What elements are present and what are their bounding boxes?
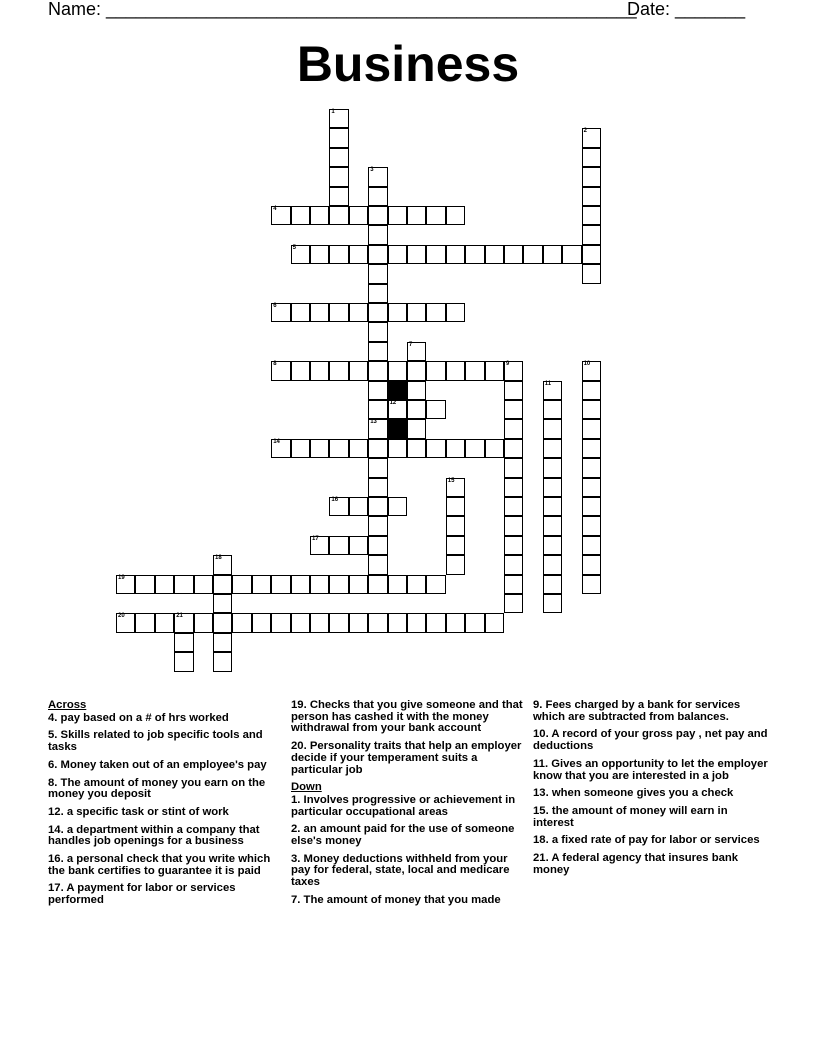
grid-cell[interactable]: [116, 613, 135, 632]
grid-cell[interactable]: [349, 206, 368, 225]
grid-cell[interactable]: [291, 206, 310, 225]
page-title: Business: [296, 36, 520, 92]
grid-cell[interactable]: [407, 439, 426, 458]
grid-cell[interactable]: [329, 206, 348, 225]
clue-across-17: 17. A payment for labor or services performed: [48, 882, 236, 907]
grid-cell[interactable]: [446, 613, 465, 632]
grid-cell[interactable]: [407, 381, 426, 400]
grid-cell[interactable]: [582, 381, 601, 400]
grid-cell[interactable]: [388, 303, 407, 322]
grid-cell[interactable]: [329, 439, 348, 458]
grid-cell[interactable]: [368, 284, 387, 303]
grid-cell[interactable]: [135, 575, 154, 594]
grid-cell[interactable]: [329, 245, 348, 264]
grid-cell[interactable]: [329, 613, 348, 632]
clue-number: 7: [409, 341, 413, 348]
grid-cell[interactable]: [446, 516, 465, 535]
grid-cell[interactable]: [465, 613, 484, 632]
grid-cell[interactable]: [213, 594, 232, 613]
grid-cell[interactable]: [291, 361, 310, 380]
grid-cell[interactable]: [582, 575, 601, 594]
grid-cell[interactable]: [310, 245, 329, 264]
grid-cell[interactable]: [407, 206, 426, 225]
clue-down-15: 15. the amount of money will earn in interest: [533, 804, 728, 829]
grid-cell[interactable]: [543, 536, 562, 555]
grid-cell[interactable]: [271, 361, 290, 380]
clue-across-5: 5. Skills related to job specific tools and tasks: [48, 729, 263, 754]
clue-number: 17: [312, 535, 319, 542]
clue-across-20: 20. Personality traits that help an employer decide if your temperament suits a particular job: [291, 740, 522, 776]
down-heading: Down: [291, 781, 322, 794]
grid-cell[interactable]: [349, 575, 368, 594]
grid-cell[interactable]: [329, 361, 348, 380]
across-heading: Across: [48, 699, 87, 711]
clue-number: 14: [273, 438, 280, 445]
grid-cell[interactable]: [446, 361, 465, 380]
clue-number: 12: [389, 400, 397, 406]
grid-cell[interactable]: [407, 419, 426, 438]
grid-cell[interactable]: [543, 478, 562, 497]
grid-cell[interactable]: [426, 361, 445, 380]
grid-cell[interactable]: [407, 613, 426, 632]
grid-cell[interactable]: [291, 613, 310, 632]
grid-cell[interactable]: [446, 245, 465, 264]
grid-cell[interactable]: [310, 536, 329, 555]
grid-cell[interactable]: [582, 206, 601, 225]
grid-cell[interactable]: [582, 148, 601, 167]
grid-cell[interactable]: [504, 381, 523, 400]
grid-cell[interactable]: [426, 613, 445, 632]
grid-cell[interactable]: [329, 128, 348, 147]
grid-cell[interactable]: [504, 516, 523, 535]
grid-cell[interactable]: [543, 575, 562, 594]
clue-across-8: 8. The amount of money you earn on the money you deposit: [48, 776, 266, 801]
grid-cell[interactable]: [271, 439, 290, 458]
grid-cell[interactable]: [426, 439, 445, 458]
grid-cell[interactable]: [329, 536, 348, 555]
grid-cell[interactable]: [194, 575, 213, 594]
grid-cell[interactable]: [582, 167, 601, 186]
grid-cell[interactable]: [485, 361, 504, 380]
grid-cell[interactable]: [271, 303, 290, 322]
grid-cell[interactable]: [174, 613, 193, 632]
grid-cell[interactable]: [368, 458, 387, 477]
clue-down-13: 13. when someone gives you a check: [533, 787, 734, 800]
grid-cell[interactable]: [504, 419, 523, 438]
grid-cell[interactable]: [504, 245, 523, 264]
grid-cell[interactable]: [426, 206, 445, 225]
grid-cell[interactable]: [388, 439, 407, 458]
clue-number: 2: [583, 128, 587, 135]
grid-cell[interactable]: [368, 419, 387, 438]
clue-down-11: 11. Gives an opportunity to let the employer know that you are interested in a job: [533, 757, 768, 782]
clue-number: 18: [215, 555, 222, 562]
clue-down-7: 7. The amount of money that you made: [291, 893, 501, 906]
date-field[interactable]: Date: _______: [627, 0, 746, 19]
clue-down-10: 10. A record of your gross pay , net pay and deductions: [533, 728, 768, 753]
grid-cell[interactable]: [485, 439, 504, 458]
grid-cell[interactable]: [368, 400, 387, 419]
grid-cell[interactable]: [543, 516, 562, 535]
grid-cell[interactable]: [485, 245, 504, 264]
grid-cell[interactable]: [368, 555, 387, 574]
grid-cell[interactable]: [329, 167, 348, 186]
grid-cell[interactable]: [523, 245, 542, 264]
grid-cell[interactable]: [504, 400, 523, 419]
clue-number: 15: [447, 477, 455, 484]
grid-cell[interactable]: [582, 245, 601, 264]
grid-cell[interactable]: [582, 419, 601, 438]
grid-cell[interactable]: [446, 536, 465, 555]
clues-column-3: [533, 700, 769, 882]
grid-cell[interactable]: [504, 439, 523, 458]
grid-cell[interactable]: [504, 361, 523, 380]
grid-cell[interactable]: [543, 439, 562, 458]
grid-cell[interactable]: [310, 303, 329, 322]
clue-down-18: 18. a fixed rate of pay for labor or services: [533, 834, 760, 847]
grid-cell[interactable]: [582, 128, 601, 147]
grid-cell[interactable]: [329, 187, 348, 206]
grid-cell[interactable]: [465, 245, 484, 264]
grid-cell[interactable]: [349, 613, 368, 632]
grid-cell[interactable]: [407, 245, 426, 264]
grid-cell[interactable]: [504, 536, 523, 555]
grid-cell[interactable]: [368, 264, 387, 283]
grid-cell[interactable]: [426, 575, 445, 594]
grid-cell[interactable]: [368, 167, 387, 186]
grid-cell[interactable]: [446, 478, 465, 497]
grid-cell[interactable]: [504, 458, 523, 477]
grid-cell[interactable]: [368, 303, 387, 322]
grid-cell[interactable]: [368, 381, 387, 400]
grid-cell[interactable]: [232, 613, 251, 632]
clue-number: 20: [118, 613, 125, 620]
clue-number: 16: [331, 497, 339, 503]
grid-cell[interactable]: [504, 478, 523, 497]
grid-cell[interactable]: [582, 458, 601, 477]
grid-cell[interactable]: [485, 613, 504, 632]
grid-cell[interactable]: [407, 361, 426, 380]
grid-cell[interactable]: [543, 381, 562, 400]
grid-cell[interactable]: [543, 458, 562, 477]
grid-cell[interactable]: [582, 497, 601, 516]
grid-cell[interactable]: [291, 439, 310, 458]
clue-number: 1: [331, 109, 335, 115]
grid-cell[interactable]: [310, 613, 329, 632]
grid-cell[interactable]: [368, 497, 387, 516]
grid-cell[interactable]: [329, 303, 348, 322]
grid-cell[interactable]: [349, 497, 368, 516]
grid-cell[interactable]: [271, 206, 290, 225]
grid-cell[interactable]: [407, 342, 426, 361]
grid-cell[interactable]: [388, 497, 407, 516]
grid-cell[interactable]: [504, 594, 523, 613]
grid-cell[interactable]: [582, 225, 601, 244]
grid-cell[interactable]: [446, 206, 465, 225]
grid-cell[interactable]: [213, 575, 232, 594]
clue-across-6: 6. Money taken out of an employee's pay: [48, 758, 267, 771]
grid-cell[interactable]: [368, 613, 387, 632]
clue-across-12: 12. a specific task or stint of work: [48, 805, 229, 818]
grid-cell[interactable]: [310, 361, 329, 380]
grid-cell[interactable]: [252, 575, 271, 594]
clue-number: 10: [583, 361, 591, 368]
grid-cell[interactable]: [349, 245, 368, 264]
grid-cell[interactable]: [426, 303, 445, 322]
grid-cell[interactable]: [446, 439, 465, 458]
grid-cell[interactable]: [291, 245, 310, 264]
grid-cell[interactable]: [155, 613, 174, 632]
grid-cell[interactable]: [388, 245, 407, 264]
grid-cell[interactable]: [213, 555, 232, 574]
grid-cell[interactable]: [368, 245, 387, 264]
grid-cell[interactable]: [543, 555, 562, 574]
grid-cell[interactable]: [582, 361, 601, 380]
grid-cell[interactable]: [465, 439, 484, 458]
grid-cell[interactable]: [368, 516, 387, 535]
grid-cell[interactable]: [349, 303, 368, 322]
grid-cell[interactable]: [310, 206, 329, 225]
clue-number: 13: [370, 419, 377, 426]
grid-cell[interactable]: [135, 613, 154, 632]
grid-cell[interactable]: [174, 652, 193, 671]
grid-cell[interactable]: [543, 400, 562, 419]
grid-cell[interactable]: [465, 361, 484, 380]
grid-cell[interactable]: [582, 478, 601, 497]
grid-cell[interactable]: [388, 361, 407, 380]
grid-cell[interactable]: [582, 516, 601, 535]
grid-cell[interactable]: [388, 400, 407, 419]
grid-cell[interactable]: [582, 536, 601, 555]
grid-cell[interactable]: [543, 245, 562, 264]
clue-number: 3: [370, 167, 374, 174]
grid-cell[interactable]: [368, 439, 387, 458]
grid-cell[interactable]: [582, 400, 601, 419]
grid-cell[interactable]: [349, 536, 368, 555]
grid-cell[interactable]: [368, 575, 387, 594]
grid-cell[interactable]: [252, 613, 271, 632]
grid-cell[interactable]: [213, 633, 232, 652]
grid-cell[interactable]: [232, 575, 251, 594]
clue-number: 21: [176, 613, 183, 620]
grid-cell[interactable]: [174, 575, 193, 594]
grid-cell[interactable]: [582, 555, 601, 574]
black-cell: [388, 419, 407, 438]
clue-down-2: 2. an amount paid for the use of someone else's money: [291, 823, 515, 848]
grid-cell[interactable]: [446, 555, 465, 574]
grid-cell[interactable]: [329, 575, 348, 594]
clue-across-14: 14. a department within a company that handles job openings for a business: [48, 823, 260, 848]
grid-cell[interactable]: [388, 575, 407, 594]
clue-down-21: 21. A federal agency that insures bank money: [533, 852, 739, 876]
grid-cell[interactable]: [388, 613, 407, 632]
grid-cell[interactable]: [446, 497, 465, 516]
clue-down-1: 1. Involves progressive or achievement in particular occupational areas: [291, 793, 516, 818]
grid-cell[interactable]: [194, 613, 213, 632]
clue-number: 5: [292, 244, 296, 251]
grid-cell[interactable]: [213, 652, 232, 671]
clue-down-3: 3. Money deductions withheld from your pay for federal, state, local and medicare taxes: [291, 852, 510, 889]
grid-cell[interactable]: [349, 361, 368, 380]
grid-cell[interactable]: [368, 342, 387, 361]
clue-number: 11: [544, 380, 552, 387]
grid-cell[interactable]: [543, 419, 562, 438]
grid-cell[interactable]: [388, 206, 407, 225]
grid-cell[interactable]: [155, 575, 174, 594]
clue-number: 9: [506, 361, 510, 368]
grid-cell[interactable]: [368, 206, 387, 225]
grid-cell[interactable]: [116, 575, 135, 594]
grid-cell[interactable]: [407, 575, 426, 594]
grid-cell[interactable]: [310, 439, 329, 458]
clue-number: 19: [118, 574, 125, 581]
name-field[interactable]: Name: _____________________________________________________: [48, 0, 637, 19]
grid-cell[interactable]: [543, 497, 562, 516]
grid-cell[interactable]: [368, 225, 387, 244]
grid-cell[interactable]: [291, 575, 310, 594]
grid-cell[interactable]: [368, 322, 387, 341]
clue-across-4: 4. pay based on a # of hrs worked: [48, 711, 229, 724]
grid-cell[interactable]: [368, 361, 387, 380]
grid-cell[interactable]: [368, 478, 387, 497]
grid-cell[interactable]: [310, 575, 329, 594]
black-cell: [388, 381, 407, 400]
clue-down-9: 9. Fees charged by a bank for services which are subtracted from balances.: [533, 699, 741, 723]
grid-cell[interactable]: [329, 109, 348, 128]
grid-cell[interactable]: [407, 400, 426, 419]
clues-column-1: [48, 700, 284, 913]
clue-number: 6: [273, 303, 277, 309]
grid-cell[interactable]: [504, 555, 523, 574]
grid-cell[interactable]: [446, 303, 465, 322]
grid-cell[interactable]: [174, 633, 193, 652]
grid-cell[interactable]: [213, 613, 232, 632]
grid-cell[interactable]: [504, 497, 523, 516]
grid-cell[interactable]: [368, 536, 387, 555]
clue-number: 4: [273, 206, 277, 212]
clue-number: 8: [273, 361, 277, 368]
clue-across-16: 16. a personal check that you write which the bank certifies to guarantee it is paid: [48, 853, 271, 877]
grid-cell[interactable]: [543, 594, 562, 613]
grid-cell[interactable]: [329, 497, 348, 516]
grid-cell[interactable]: [582, 264, 601, 283]
grid-cell[interactable]: [329, 148, 348, 167]
grid-cell[interactable]: [582, 187, 601, 206]
grid-cell[interactable]: [582, 439, 601, 458]
clues-column-2: [291, 700, 527, 913]
grid-cell[interactable]: [426, 400, 445, 419]
grid-cell[interactable]: [291, 303, 310, 322]
grid-cell[interactable]: [271, 575, 290, 594]
grid-cell[interactable]: [407, 303, 426, 322]
clue-across-19: 19. Checks that you give someone and that person has cashed it with the money withdrawal from your bank account: [291, 699, 523, 735]
grid-cell[interactable]: [271, 613, 290, 632]
grid-cell[interactable]: [368, 187, 387, 206]
grid-cell[interactable]: [426, 245, 445, 264]
grid-cell[interactable]: [349, 439, 368, 458]
grid-cell[interactable]: [562, 245, 581, 264]
grid-cell[interactable]: [504, 575, 523, 594]
